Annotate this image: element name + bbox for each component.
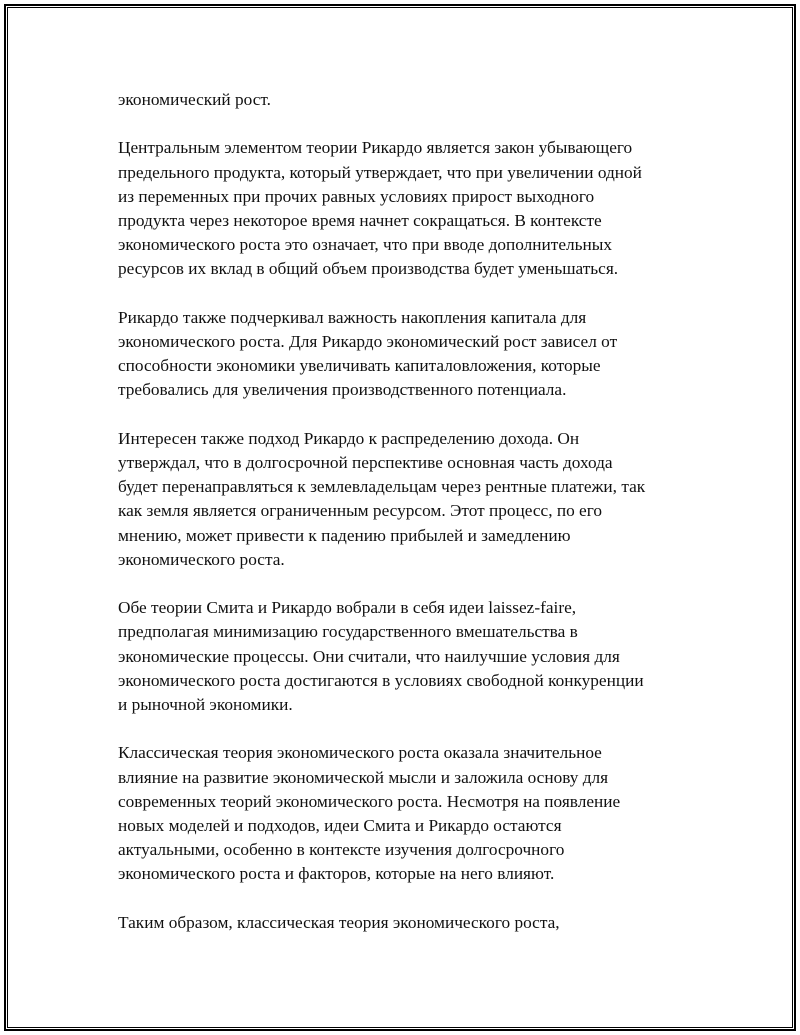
text-line: Рикардо также подчеркивал важность накопления капитала для <box>118 307 587 327</box>
text-line: предполагая минимизацию государственного вмешательства в <box>118 622 578 642</box>
text-line: способности экономики увеличивать капиталовложения, которые <box>118 356 601 376</box>
text-line: новых моделей и подходов, идеи Смита и Рикардо остаются <box>118 816 562 836</box>
text-line: будет перенаправляться к землевладельцам через рентные платежи, так <box>118 477 646 497</box>
text-line: экономического роста. <box>118 549 285 569</box>
text-line: современных теорий экономического роста. Несмотря на появление <box>118 791 621 811</box>
text-line: утверждал, что в долгосрочной перспективе основная часть дохода <box>118 453 613 472</box>
text-line: экономические процессы. Они считали, что наилучшие условия для <box>118 646 620 666</box>
text-line: как земля является ограниченным ресурсом. Этот процесс, по его <box>118 501 603 521</box>
paragraph <box>118 427 693 572</box>
text-line: продукта через некоторое время начнет сокращаться. В контексте <box>118 211 602 230</box>
text-line: из переменных при прочих равных условиях прирост выходного <box>118 186 595 206</box>
text-line: Таким образом, классическая теория экономического роста, <box>118 912 560 932</box>
text-line: влияние на развитие экономической мысли и заложила основу для <box>118 767 609 787</box>
text-line: экономического роста. Для Рикардо экономический рост зависел от <box>118 332 618 351</box>
text-line: требовались для увеличения производственного потенциала. <box>118 380 567 400</box>
text-line: Центральным элементом теории Рикардо является закон убывающего <box>118 138 633 158</box>
text-line: мнению, может привести к падению прибылей и замедлению <box>118 525 571 545</box>
paragraph <box>118 911 693 935</box>
text-line: экономического роста достигаются в условиях свободной конкуренции <box>118 670 644 690</box>
text-line: предельного продукта, который утверждает, что при увеличении одной <box>118 162 642 182</box>
text-line: Обе теории Смита и Рикардо вобрали в себя идеи laissez-faire, <box>118 598 577 618</box>
text-line: Интересен также подход Рикардо к распределению дохода. Он <box>118 428 580 448</box>
document-body <box>118 88 693 959</box>
paragraph <box>118 88 693 112</box>
text-line: экономического роста и факторов, которые на него влияют. <box>118 864 555 884</box>
paragraph <box>118 306 693 403</box>
text-line: и рыночной экономики. <box>118 695 293 715</box>
text-line: Классическая теория экономического роста оказала значительное <box>118 743 602 763</box>
paragraph <box>118 596 693 717</box>
paragraph <box>118 136 693 281</box>
text-line: ресурсов их вклад в общий объем производства будет уменьшаться. <box>118 259 619 279</box>
text-line: экономический рост. <box>118 90 271 109</box>
text-line: актуальными, особенно в контексте изучения долгосрочного <box>118 840 565 860</box>
paragraph <box>118 741 693 886</box>
text-line: экономического роста это означает, что при вводе дополнительных <box>118 235 613 255</box>
